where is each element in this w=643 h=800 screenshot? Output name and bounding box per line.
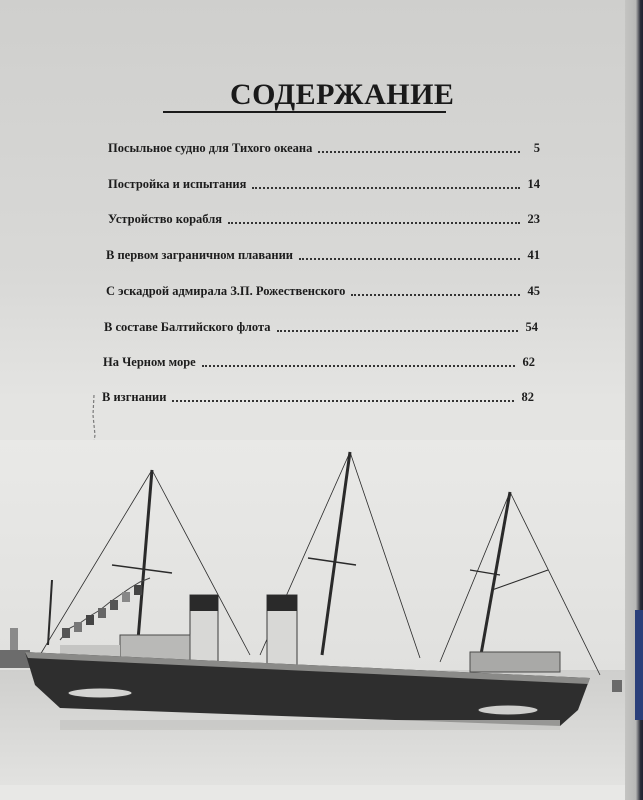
toc-leader-dots — [228, 222, 520, 224]
toc-entry-page: 14 — [527, 177, 540, 191]
toc-entry-page: 62 — [522, 355, 535, 369]
toc-entry-page: 82 — [521, 390, 534, 404]
title-underline — [163, 111, 446, 113]
toc-entry — [108, 138, 540, 156]
toc-entry — [106, 281, 540, 299]
book-spine — [635, 610, 643, 720]
page-title: СОДЕРЖАНИЕ — [230, 78, 455, 111]
toc-entry-title: На Черном море — [103, 355, 196, 369]
toc-entry — [108, 174, 540, 192]
toc-entry — [106, 245, 540, 263]
toc-leader-dots — [277, 330, 518, 332]
ship-photograph — [0, 440, 625, 785]
toc-entry — [108, 209, 540, 227]
toc-leader-dots — [172, 400, 514, 402]
toc-leader-dots — [252, 187, 520, 189]
toc-leader-dots — [351, 294, 520, 296]
toc-leader-dots — [202, 365, 515, 367]
water-reflection — [60, 720, 560, 730]
toc-leader-dots — [299, 258, 520, 260]
toc-entry-title: В первом заграничном плавании — [106, 248, 294, 262]
toc-entry-title: Постройка и испытания — [108, 177, 247, 191]
toc-entry-title: Устройство корабля — [108, 212, 223, 226]
toc-entry — [104, 317, 538, 335]
toc-entry — [102, 387, 534, 405]
toc-leader-dots — [318, 151, 520, 153]
toc-entry-title: В составе Балтийского флота — [104, 320, 271, 334]
toc-entry-page: 45 — [527, 284, 540, 298]
buoy — [612, 680, 622, 692]
toc-entry-page: 41 — [527, 248, 540, 262]
toc-entry-page: 54 — [525, 320, 538, 334]
toc-entry-page: 23 — [527, 212, 540, 226]
toc-entry — [103, 352, 535, 370]
toc-entry-title: С эскадрой адмирала З.П. Рожественского — [106, 284, 346, 298]
toc-entry-page: 5 — [533, 141, 540, 155]
toc-entry-title: Посыльное судно для Тихого океана — [108, 141, 313, 155]
toc-entry-title: В изгнании — [102, 390, 167, 404]
